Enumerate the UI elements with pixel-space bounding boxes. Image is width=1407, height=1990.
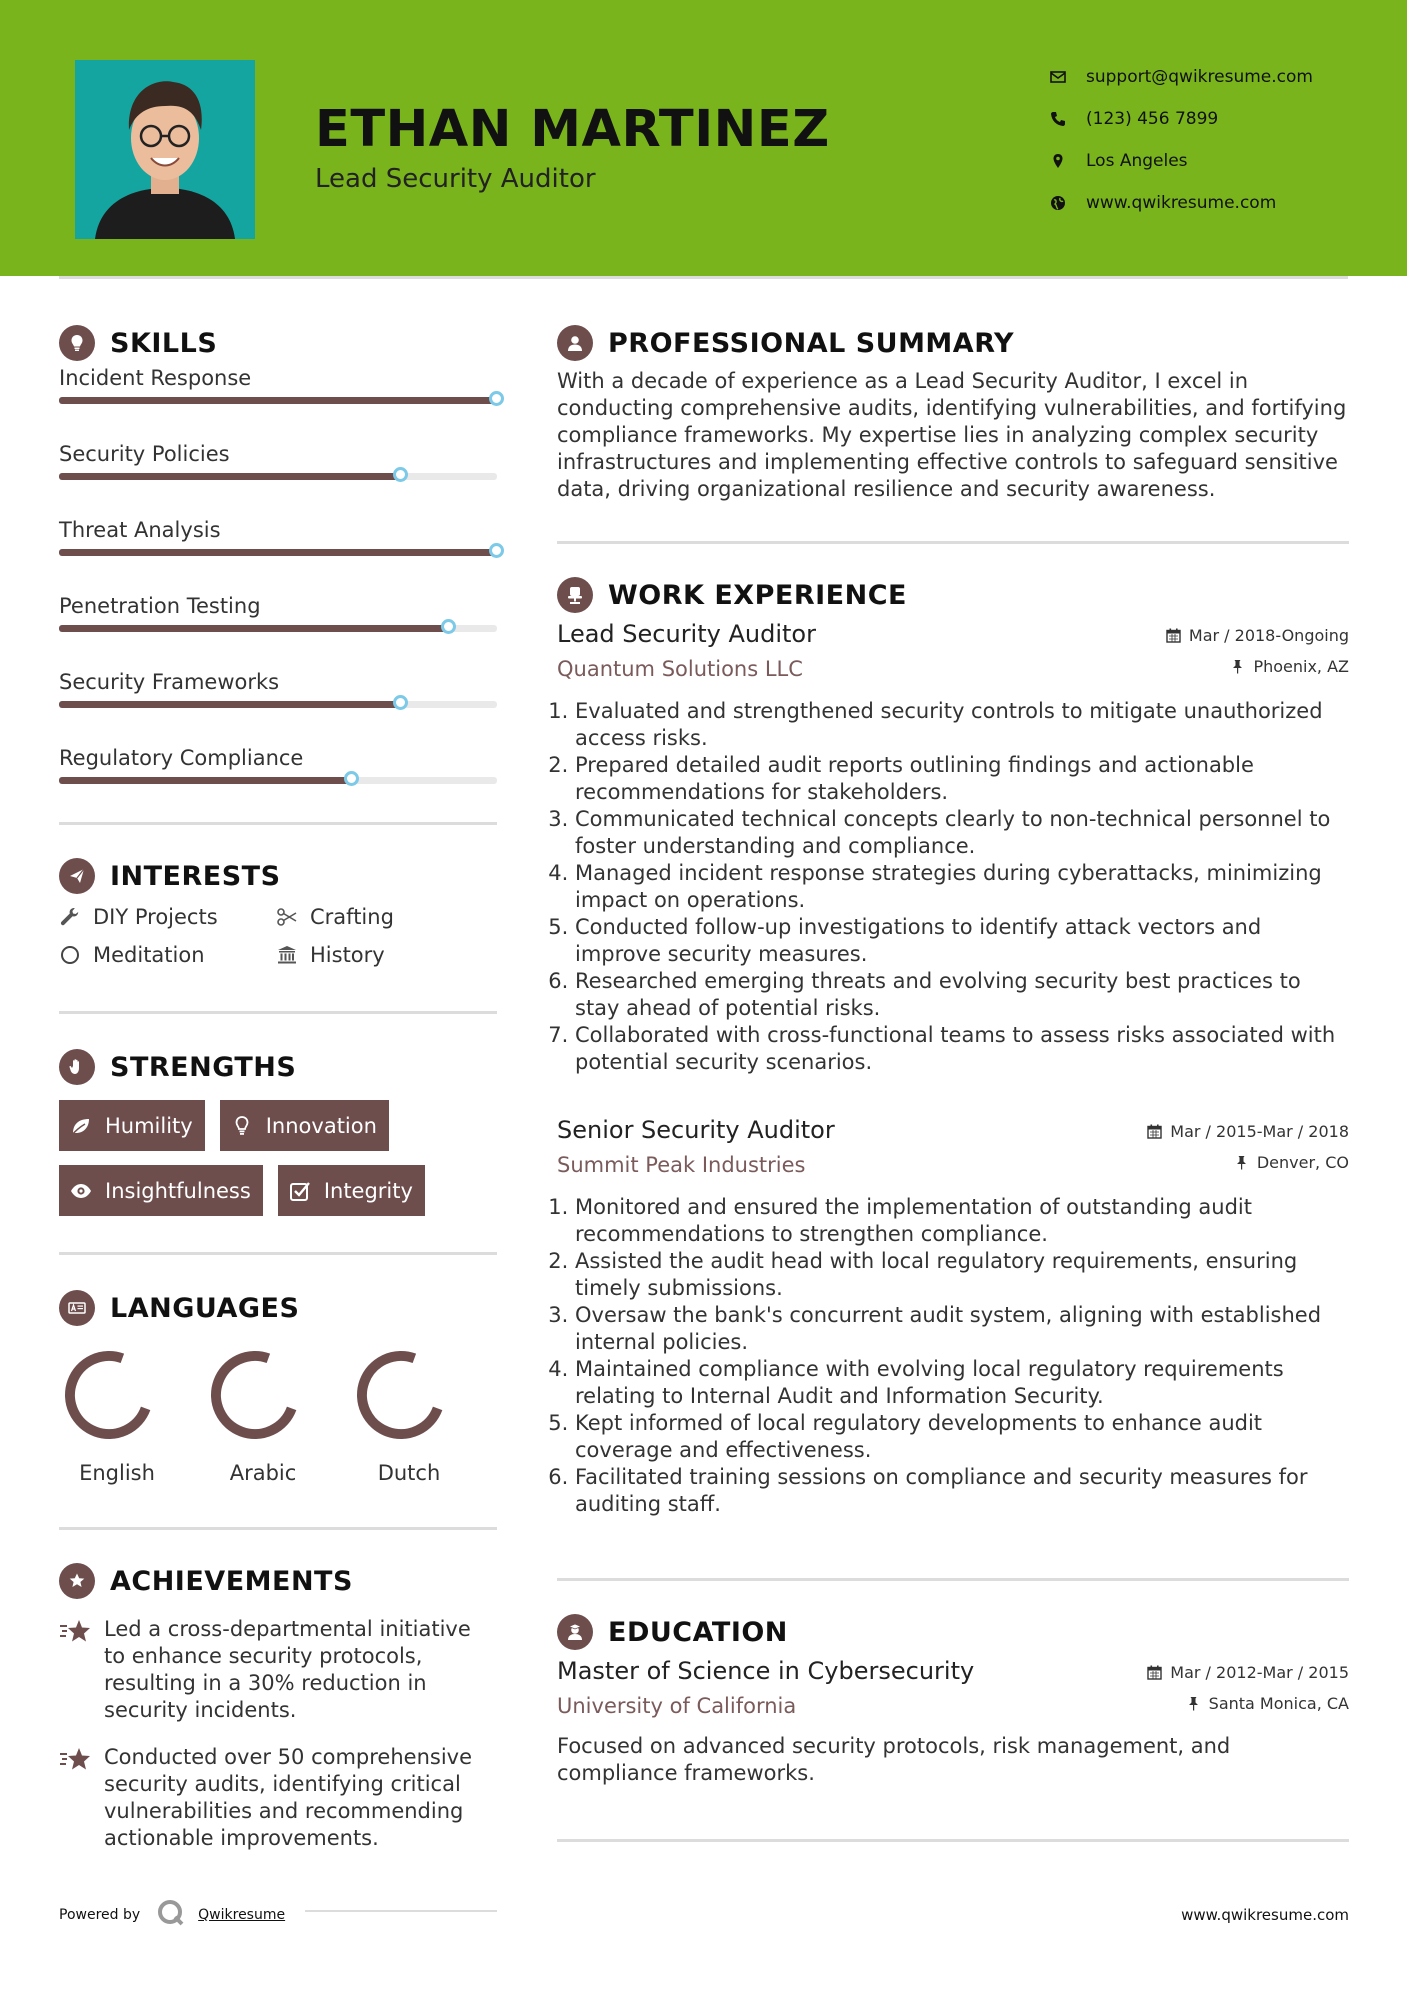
language-ring: [63, 1349, 155, 1441]
wrench-icon: [59, 906, 93, 928]
interest-item: [276, 905, 493, 929]
skill-slider-handle: [489, 543, 504, 558]
section-divider: [59, 1011, 497, 1014]
candidate-name: ETHAN MARTINEZ: [315, 100, 830, 159]
duty-item: 7. Collaborated with cross-functional teams to assess risks associated with potential security scenarios.: [575, 1022, 1349, 1076]
job-entry: [557, 1116, 1349, 1518]
footer-divider: [305, 1910, 497, 1912]
skill-slider-handle: [393, 695, 408, 710]
profile-photo: [75, 60, 255, 239]
summary-heading: [557, 320, 1349, 366]
interests-heading: [59, 853, 497, 899]
duty-item: 1. Evaluated and strengthened security controls to mitigate unauthorized access risks.: [575, 698, 1349, 752]
strength-label: Humility: [105, 1113, 193, 1138]
contact-website[interactable]: [1050, 182, 1380, 224]
achievement-item: [59, 1616, 497, 1724]
email-text[interactable]: support@qwikresume.com: [1086, 67, 1313, 87]
skill-slider-handle: [441, 619, 456, 634]
brand-link[interactable]: Qwikresume: [198, 1907, 286, 1923]
strength-label: Integrity: [323, 1178, 413, 1203]
header: [0, 0, 1407, 276]
achievements-list: [59, 1616, 497, 1852]
skill-bar: [59, 777, 497, 784]
education-location: [1186, 1694, 1349, 1713]
pushpin-icon: [1186, 1696, 1201, 1711]
strength-chip: [59, 1100, 205, 1151]
star-icon: [59, 1744, 104, 1852]
office-chair-icon: [557, 577, 593, 613]
job-location-text: Denver, CO: [1256, 1153, 1349, 1172]
skill-slider-handle: [344, 771, 359, 786]
duty-item: 4. Managed incident response strategies during cyberattacks, minimizing impact on operations.: [575, 860, 1349, 914]
skill-item: [59, 438, 497, 514]
section-divider: [557, 541, 1349, 544]
education-entry: [557, 1657, 1349, 1787]
skills-title: SKILLS: [110, 327, 218, 359]
strengths-title: STRENGTHS: [110, 1051, 297, 1083]
job-date: [1147, 1122, 1349, 1141]
achievement-item: [59, 1744, 497, 1852]
skill-slider-handle: [489, 391, 504, 406]
job-location: [1230, 657, 1349, 676]
skill-item: [59, 590, 497, 666]
footer-powered-by: [59, 1898, 285, 1932]
education-title: EDUCATION: [608, 1616, 788, 1648]
powered-by-text: Powered by: [59, 1907, 141, 1923]
skill-bar: [59, 549, 497, 556]
strength-chip: [278, 1165, 425, 1216]
school-name: University of California: [557, 1694, 797, 1718]
pushpin-icon: [1234, 1155, 1249, 1170]
achievements-title: ACHIEVEMENTS: [110, 1565, 353, 1597]
skill-bar: [59, 397, 497, 404]
pushpin-icon: [1230, 659, 1245, 674]
skill-slider-handle: [393, 467, 408, 482]
interest-item: [276, 943, 493, 967]
strengths-list: [59, 1100, 497, 1216]
skill-item: [59, 666, 497, 742]
language-ring: [209, 1349, 301, 1441]
institution-icon: [276, 944, 310, 966]
languages-heading: [59, 1285, 497, 1331]
interest-item: [59, 943, 276, 967]
job-date-text: Mar / 2015-Mar / 2018: [1170, 1122, 1349, 1141]
summary-text: With a decade of experience as a Lead Security Auditor, I excel in conducting comprehensive audits, identifying vulnerabilities, and fortifying compliance frameworks. My expertise lies in analyzing complex security infrastructures and implementing effective controls to safeguard sensitive data, driving organizational resilience and security awareness.: [557, 369, 1347, 501]
duty-item: 5. Conducted follow-up investigations to identify attack vectors and improve security measures.: [575, 914, 1349, 968]
interest-label: DIY Projects: [93, 905, 218, 929]
skill-bar: [59, 625, 497, 632]
strengths-heading: [59, 1044, 497, 1090]
skill-item: [59, 514, 497, 590]
header-divider: [59, 276, 1348, 279]
check-square-icon: [288, 1179, 312, 1203]
education-heading: [557, 1609, 1349, 1655]
contact-phone: [1050, 98, 1380, 140]
envelope-icon: [1050, 69, 1086, 85]
degree-title: Master of Science in Cybersecurity: [557, 1657, 975, 1685]
lightbulb-icon: [59, 325, 95, 361]
graduate-icon: [557, 1614, 593, 1650]
section-divider: [59, 1252, 497, 1255]
eye-icon: [69, 1179, 93, 1203]
interest-item: [59, 905, 276, 929]
footer-website[interactable]: www.qwikresume.com: [1181, 1906, 1349, 1924]
languages-list: [59, 1349, 497, 1485]
experience-title: WORK EXPERIENCE: [608, 579, 907, 611]
paper-plane-icon: [59, 858, 95, 894]
duty-item: 2. Prepared detailed audit reports outlining findings and actionable recommendations for stakeholders.: [575, 752, 1349, 806]
skill-name: Security Frameworks: [59, 670, 280, 694]
experience-heading: [557, 572, 1349, 618]
duty-item: 4. Maintained compliance with evolving local regulatory requirements relating to Internal Audit and Information Security.: [575, 1356, 1349, 1410]
job-date-text: Mar / 2018-Ongoing: [1188, 626, 1349, 645]
duty-item: 3. Communicated technical concepts clearly to non-technical personnel to foster understanding and compliance.: [575, 806, 1349, 860]
language-item: [351, 1349, 497, 1485]
section-divider: [59, 822, 497, 825]
candidate-title: Lead Security Auditor: [315, 164, 596, 194]
lightbulb-icon: [230, 1114, 254, 1138]
job-company: Summit Peak Industries: [557, 1153, 806, 1177]
circle-icon: [59, 944, 93, 966]
phone-icon: [1050, 111, 1086, 127]
skill-item: [59, 362, 497, 438]
calendar-icon: [1147, 1124, 1162, 1139]
map-marker-icon: [1050, 153, 1086, 169]
education-description: Focused on advanced security protocols, risk management, and compliance frameworks.: [557, 1734, 1231, 1785]
scissors-icon: [276, 906, 310, 928]
leaf-icon: [69, 1114, 93, 1138]
left-column: [59, 320, 497, 1852]
summary-title: PROFESSIONAL SUMMARY: [608, 327, 1015, 359]
skills-list: [59, 362, 497, 818]
star-icon: [59, 1616, 104, 1724]
strength-label: Insightfulness: [105, 1178, 251, 1203]
achievements-heading: [59, 1558, 497, 1604]
achievement-text: Conducted over 50 comprehensive security audits, identifying critical vulnerabilities and recommending actionable improvements.: [104, 1745, 473, 1850]
skill-name: Security Policies: [59, 442, 230, 466]
language-name: Dutch: [377, 1461, 441, 1485]
strength-label: Innovation: [265, 1113, 377, 1138]
education-location-text: Santa Monica, CA: [1208, 1694, 1349, 1713]
contact-email[interactable]: [1050, 56, 1380, 98]
interest-label: Crafting: [310, 905, 394, 929]
interests-list: [59, 905, 497, 967]
job-title: Lead Security Auditor: [557, 620, 816, 648]
job-entry: [557, 620, 1349, 1076]
contact-info: [1050, 56, 1380, 224]
duty-item: 1. Monitored and ensured the implementation of outstanding audit recommendations to strengthen compliance.: [575, 1194, 1349, 1248]
job-duties: [557, 1194, 1349, 1518]
qwikresume-logo-icon: [156, 1898, 186, 1932]
strength-chip: [220, 1100, 389, 1151]
section-divider: [557, 1839, 1349, 1842]
strength-chip: [59, 1165, 263, 1216]
skill-name: Penetration Testing: [59, 594, 261, 618]
skill-name: Incident Response: [59, 366, 252, 390]
languages-title: LANGUAGES: [110, 1292, 300, 1324]
language-name: English: [79, 1461, 155, 1485]
education-date: [1147, 1663, 1349, 1682]
achievement-text: Led a cross-departmental initiative to enhance security protocols, resulting in a 30% reduction in security incidents.: [104, 1617, 471, 1722]
right-column: [557, 320, 1349, 1842]
skill-name: Regulatory Compliance: [59, 746, 304, 770]
job-company: Quantum Solutions LLC: [557, 657, 803, 681]
job-title: Senior Security Auditor: [557, 1116, 835, 1144]
calendar-icon: [1166, 628, 1181, 643]
skill-name: Threat Analysis: [59, 518, 221, 542]
interest-label: History: [310, 943, 385, 967]
phone-text: (123) 456 7899: [1086, 109, 1219, 129]
website-text[interactable]: www.qwikresume.com: [1086, 193, 1277, 213]
language-name: Arabic: [229, 1461, 297, 1485]
hand-icon: [59, 1049, 95, 1085]
skill-bar: [59, 473, 497, 480]
job-location: [1234, 1153, 1349, 1172]
globe-icon: [1050, 195, 1086, 211]
skill-item: [59, 742, 497, 818]
language-ring: [355, 1349, 447, 1441]
job-date: [1166, 626, 1349, 645]
contact-location: [1050, 140, 1380, 182]
user-icon: [557, 325, 593, 361]
section-divider: [557, 1578, 1349, 1581]
duty-item: 3. Oversaw the bank's concurrent audit system, aligning with established internal policies.: [575, 1302, 1349, 1356]
star-badge-icon: [59, 1563, 95, 1599]
duty-item: 5. Kept informed of local regulatory developments to enhance audit coverage and effectiveness.: [575, 1410, 1349, 1464]
calendar-icon: [1147, 1665, 1162, 1680]
duty-item: 6. Researched emerging threats and evolving security best practices to stay ahead of potential risks.: [575, 968, 1349, 1022]
job-location-text: Phoenix, AZ: [1253, 657, 1349, 676]
education-date-text: Mar / 2012-Mar / 2015: [1170, 1663, 1349, 1682]
language-icon: [59, 1290, 95, 1326]
job-duties: [557, 698, 1349, 1076]
skill-bar: [59, 701, 497, 708]
duty-item: 6. Facilitated training sessions on compliance and security measures for auditing staff.: [575, 1464, 1349, 1518]
section-divider: [59, 1527, 497, 1530]
location-text: Los Angeles: [1086, 151, 1188, 171]
skills-heading: [59, 320, 497, 366]
interest-label: Meditation: [93, 943, 205, 967]
duty-item: 2. Assisted the audit head with local regulatory requirements, ensuring timely submissions.: [575, 1248, 1349, 1302]
interests-title: INTERESTS: [110, 860, 281, 892]
